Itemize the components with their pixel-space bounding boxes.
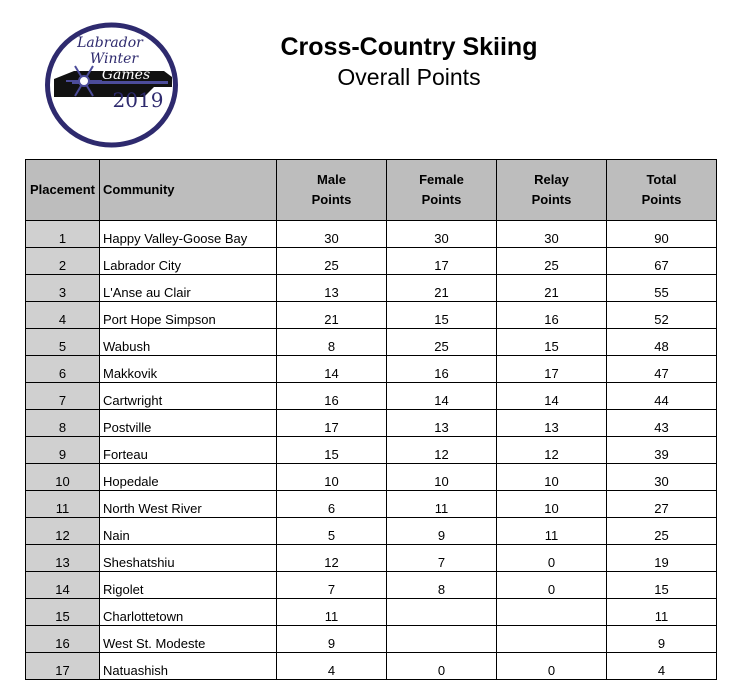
placement-cell: 15 <box>26 599 100 626</box>
relay-points-cell: 10 <box>497 464 607 491</box>
title-sub: Overall Points <box>337 64 481 90</box>
community-cell: Makkovik <box>100 356 277 383</box>
community-cell: Rigolet <box>100 572 277 599</box>
placement-cell: 1 <box>26 221 100 248</box>
placement-cell: 10 <box>26 464 100 491</box>
placement-cell: 6 <box>26 356 100 383</box>
total-points-cell: 67 <box>607 248 717 275</box>
female-points-cell <box>387 626 497 653</box>
page-title <box>250 32 568 92</box>
header-row <box>26 160 717 221</box>
male-points-cell: 17 <box>277 410 387 437</box>
relay-points-cell: 13 <box>497 410 607 437</box>
table-row <box>26 572 717 599</box>
male-points-cell: 15 <box>277 437 387 464</box>
table-row <box>26 329 717 356</box>
total-points-cell: 47 <box>607 356 717 383</box>
female-points-cell: 14 <box>387 383 497 410</box>
community-cell: Port Hope Simpson <box>100 302 277 329</box>
header-community: Community <box>100 160 277 221</box>
table-row <box>26 626 717 653</box>
female-points-cell: 13 <box>387 410 497 437</box>
logo-text-line3: Games <box>101 67 151 83</box>
relay-points-cell: 11 <box>497 518 607 545</box>
community-cell: Charlottetown <box>100 599 277 626</box>
logo-year: 2019 <box>112 88 164 112</box>
total-points-cell: 4 <box>607 653 717 680</box>
header-male-points: Male Points <box>277 160 387 221</box>
table-row <box>26 491 717 518</box>
male-points-cell: 9 <box>277 626 387 653</box>
female-points-cell: 8 <box>387 572 497 599</box>
relay-points-cell: 16 <box>497 302 607 329</box>
header-placement: Placement <box>26 160 100 221</box>
male-points-cell: 7 <box>277 572 387 599</box>
placement-cell: 9 <box>26 437 100 464</box>
table-row <box>26 464 717 491</box>
community-cell: Hopedale <box>100 464 277 491</box>
male-points-cell: 16 <box>277 383 387 410</box>
total-points-cell: 27 <box>607 491 717 518</box>
relay-points-cell: 15 <box>497 329 607 356</box>
placement-cell: 8 <box>26 410 100 437</box>
female-points-cell <box>387 599 497 626</box>
community-cell: Wabush <box>100 329 277 356</box>
table-row <box>26 302 717 329</box>
table-row <box>26 437 717 464</box>
female-points-cell: 25 <box>387 329 497 356</box>
total-points-cell: 25 <box>607 518 717 545</box>
header-relay-points: Relay Points <box>497 160 607 221</box>
relay-points-cell: 17 <box>497 356 607 383</box>
total-points-cell: 30 <box>607 464 717 491</box>
female-points-cell: 17 <box>387 248 497 275</box>
total-points-cell: 39 <box>607 437 717 464</box>
relay-points-cell: 25 <box>497 248 607 275</box>
female-points-cell: 9 <box>387 518 497 545</box>
male-points-cell: 4 <box>277 653 387 680</box>
relay-points-cell <box>497 626 607 653</box>
logo-text-line2: Winter <box>89 51 139 67</box>
relay-points-cell: 21 <box>497 275 607 302</box>
total-points-cell: 15 <box>607 572 717 599</box>
relay-points-cell: 0 <box>497 545 607 572</box>
community-cell: Cartwright <box>100 383 277 410</box>
table-row <box>26 356 717 383</box>
placement-cell: 3 <box>26 275 100 302</box>
female-points-cell: 11 <box>387 491 497 518</box>
total-points-cell: 44 <box>607 383 717 410</box>
total-points-cell: 43 <box>607 410 717 437</box>
male-points-cell: 25 <box>277 248 387 275</box>
relay-points-cell: 0 <box>497 653 607 680</box>
table-row <box>26 653 717 680</box>
total-points-cell: 55 <box>607 275 717 302</box>
relay-points-cell: 0 <box>497 572 607 599</box>
header-total-points: Total Points <box>607 160 717 221</box>
total-points-cell: 48 <box>607 329 717 356</box>
relay-points-cell: 12 <box>497 437 607 464</box>
community-cell: Natuashish <box>100 653 277 680</box>
placement-cell: 12 <box>26 518 100 545</box>
male-points-cell: 13 <box>277 275 387 302</box>
female-points-cell: 0 <box>387 653 497 680</box>
logo-text-line1: Labrador <box>77 35 143 51</box>
relay-points-cell: 14 <box>497 383 607 410</box>
logo-graphic <box>44 21 179 149</box>
placement-cell: 11 <box>26 491 100 518</box>
female-points-cell: 10 <box>387 464 497 491</box>
table-row <box>26 248 717 275</box>
community-cell: North West River <box>100 491 277 518</box>
total-points-cell: 52 <box>607 302 717 329</box>
table-row <box>26 545 717 572</box>
table-row <box>26 518 717 545</box>
female-points-cell: 16 <box>387 356 497 383</box>
table-row <box>26 383 717 410</box>
female-points-cell: 12 <box>387 437 497 464</box>
placement-cell: 13 <box>26 545 100 572</box>
total-points-cell: 90 <box>607 221 717 248</box>
male-points-cell: 8 <box>277 329 387 356</box>
games-logo <box>44 21 179 149</box>
male-points-cell: 14 <box>277 356 387 383</box>
total-points-cell: 9 <box>607 626 717 653</box>
header-female-points: Female Points <box>387 160 497 221</box>
placement-cell: 4 <box>26 302 100 329</box>
placement-cell: 5 <box>26 329 100 356</box>
results-table <box>25 159 717 680</box>
male-points-cell: 11 <box>277 599 387 626</box>
community-cell: Happy Valley-Goose Bay <box>100 221 277 248</box>
relay-points-cell: 10 <box>497 491 607 518</box>
title-main: Cross-Country Skiing <box>280 33 538 61</box>
total-points-cell: 19 <box>607 545 717 572</box>
relay-points-cell <box>497 599 607 626</box>
placement-cell: 16 <box>26 626 100 653</box>
male-points-cell: 6 <box>277 491 387 518</box>
placement-cell: 14 <box>26 572 100 599</box>
male-points-cell: 30 <box>277 221 387 248</box>
community-cell: West St. Modeste <box>100 626 277 653</box>
female-points-cell: 21 <box>387 275 497 302</box>
table-row <box>26 221 717 248</box>
table-row <box>26 410 717 437</box>
community-cell: Nain <box>100 518 277 545</box>
placement-cell: 2 <box>26 248 100 275</box>
male-points-cell: 10 <box>277 464 387 491</box>
male-points-cell: 21 <box>277 302 387 329</box>
table-row <box>26 275 717 302</box>
placement-cell: 7 <box>26 383 100 410</box>
table-body <box>26 221 717 680</box>
female-points-cell: 30 <box>387 221 497 248</box>
community-cell: L'Anse au Clair <box>100 275 277 302</box>
female-points-cell: 7 <box>387 545 497 572</box>
male-points-cell: 12 <box>277 545 387 572</box>
placement-cell: 17 <box>26 653 100 680</box>
community-cell: Postville <box>100 410 277 437</box>
community-cell: Forteau <box>100 437 277 464</box>
total-points-cell: 11 <box>607 599 717 626</box>
community-cell: Sheshatshiu <box>100 545 277 572</box>
male-points-cell: 5 <box>277 518 387 545</box>
table-row <box>26 599 717 626</box>
community-cell: Labrador City <box>100 248 277 275</box>
relay-points-cell: 30 <box>497 221 607 248</box>
female-points-cell: 15 <box>387 302 497 329</box>
